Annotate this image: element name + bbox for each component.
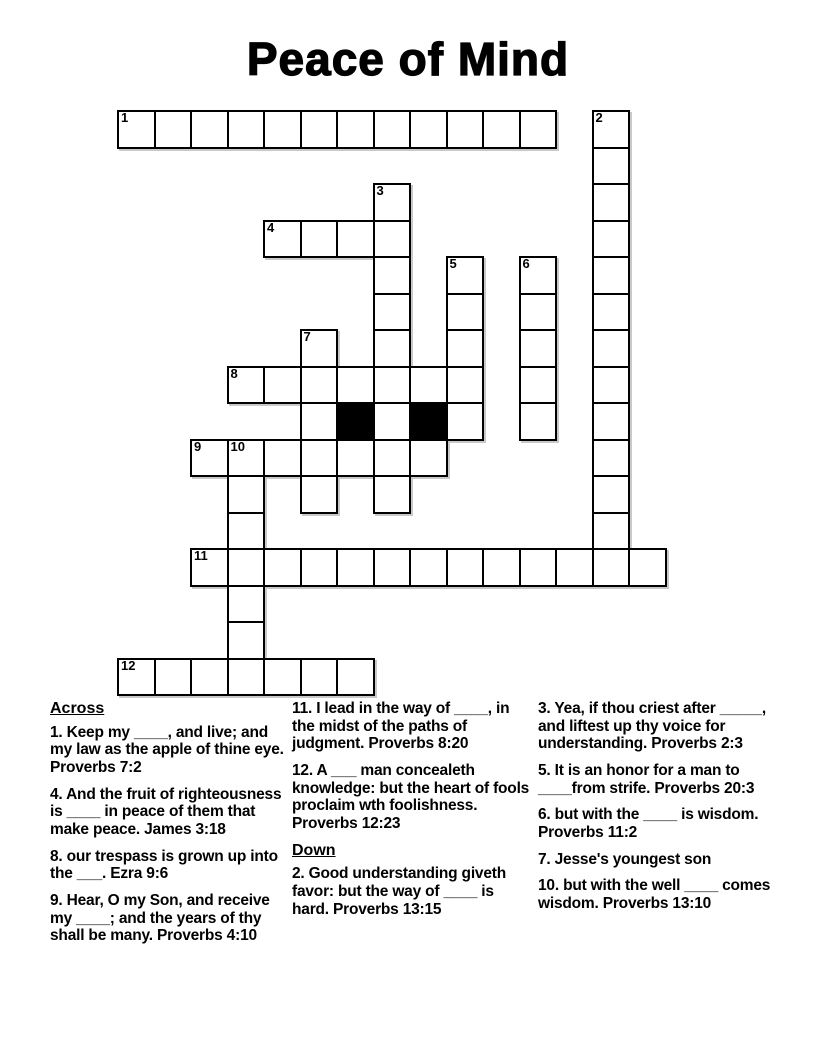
grid-cell[interactable]: [263, 220, 302, 259]
grid-cell[interactable]: [227, 548, 266, 587]
clue-item: 1. Keep my ____, and live; and my law as the apple of thine eye. Proverbs 7:2: [50, 723, 284, 776]
grid-cell[interactable]: [300, 329, 339, 368]
grid-cell[interactable]: [336, 110, 375, 149]
grid-cell[interactable]: [373, 439, 412, 478]
grid-cell[interactable]: [373, 110, 412, 149]
grid-cell[interactable]: [519, 548, 558, 587]
grid-cell[interactable]: [446, 402, 485, 441]
grid-cell[interactable]: [373, 548, 412, 587]
grid-cell[interactable]: [482, 548, 521, 587]
clue-number: 3.: [538, 700, 555, 717]
grid-cell[interactable]: [263, 548, 302, 587]
clue-number: 5.: [538, 761, 555, 779]
clue-number: 8.: [50, 847, 67, 865]
grid-cell[interactable]: [373, 366, 412, 405]
grid-cell[interactable]: [446, 548, 485, 587]
clue-item: 5. It is an honor for a man to ____from strife. Proverbs 20:3: [538, 761, 755, 797]
clue-number: 11.: [292, 700, 317, 717]
grid-cell[interactable]: [592, 256, 631, 295]
clue-number: 6.: [538, 806, 555, 824]
grid-cell[interactable]: [373, 475, 412, 514]
grid-cell[interactable]: [227, 110, 266, 149]
grid-cell[interactable]: [592, 147, 631, 186]
grid-cell[interactable]: [373, 183, 412, 222]
grid-cell[interactable]: [300, 220, 339, 259]
grid-cell[interactable]: [300, 402, 339, 441]
grid-cell-black: [336, 402, 375, 441]
grid-cell[interactable]: [154, 110, 193, 149]
grid-cell[interactable]: [592, 293, 631, 332]
grid-cell[interactable]: [519, 366, 558, 405]
clue-number: 4.: [50, 785, 67, 803]
clue-number: 7.: [538, 850, 555, 868]
puzzle-title: Peace of Mind: [246, 33, 570, 85]
cell-number: 2: [595, 110, 603, 125]
grid-cell[interactable]: [336, 548, 375, 587]
clues-section-header: Down: [292, 841, 336, 859]
grid-cell[interactable]: [373, 329, 412, 368]
grid-cell[interactable]: [263, 110, 302, 149]
grid-cell[interactable]: [227, 658, 266, 697]
cell-number: 7: [303, 329, 311, 344]
grid-cell[interactable]: [227, 475, 266, 514]
grid-cell[interactable]: [336, 366, 375, 405]
cell-number: 10: [230, 438, 245, 454]
grid-cell[interactable]: [409, 110, 448, 149]
grid-cell[interactable]: [409, 439, 448, 478]
grid-cell[interactable]: [592, 548, 631, 587]
grid-cell[interactable]: [409, 548, 448, 587]
clue-item: 2. Good understanding giveth favor: but the way of ____ is hard. Proverbs 13:15: [292, 865, 506, 918]
clue-item: 11. I lead in the way of ____, in the midst of the paths of judgment. Proverbs 8:20: [292, 700, 510, 753]
grid-cell[interactable]: [592, 110, 631, 149]
clue-item: 3. Yea, if thou criest after _____, and liftest up thy voice for understanding. Proverbs 2:3: [538, 700, 766, 753]
grid-cell[interactable]: [227, 512, 266, 551]
clue-item: 12. A ___ man concealeth knowledge: but the heart of fools proclaim wth foolishness. Proverbs 12:23: [292, 761, 530, 832]
grid-cell[interactable]: [446, 366, 485, 405]
grid-cell[interactable]: [592, 402, 631, 441]
clue-item: 6. but with the ____ is wisdom. Proverbs 11:2: [538, 806, 759, 841]
grid-cell[interactable]: [519, 110, 558, 149]
grid-cell[interactable]: [227, 585, 266, 624]
cell-number: 6: [522, 256, 530, 271]
grid-cell[interactable]: [519, 256, 558, 295]
grid-cell[interactable]: [190, 548, 229, 587]
grid-cell[interactable]: [300, 475, 339, 514]
grid-cell[interactable]: [263, 658, 302, 697]
cell-number: 12: [121, 657, 136, 673]
grid-cell[interactable]: [555, 548, 594, 587]
clue-number: 1.: [50, 723, 67, 741]
grid-cell[interactable]: [592, 329, 631, 368]
grid-cell[interactable]: [592, 475, 631, 514]
clue-item: 8. our trespass is grown up into the ___. Ezra 9:6: [50, 847, 278, 883]
clue-item: 7. Jesse's youngest son: [538, 850, 712, 868]
grid-cell[interactable]: [227, 366, 266, 405]
grid-cell[interactable]: [336, 439, 375, 478]
grid-cell[interactable]: [519, 402, 558, 441]
grid-cell[interactable]: [446, 256, 485, 295]
clue-column-2: [292, 700, 534, 927]
grid-cell[interactable]: [154, 658, 193, 697]
cell-number: 4: [267, 219, 275, 235]
clue-number: 10.: [538, 877, 564, 895]
grid-cell[interactable]: [190, 658, 229, 697]
grid-cell[interactable]: [117, 658, 156, 697]
grid-cell[interactable]: [628, 548, 667, 587]
grid-cell[interactable]: [190, 110, 229, 149]
grid-cell[interactable]: [519, 293, 558, 332]
grid-cell[interactable]: [300, 548, 339, 587]
grid-cell[interactable]: [263, 366, 302, 405]
cell-number: 1: [121, 110, 129, 125]
grid-cell[interactable]: [300, 110, 339, 149]
grid-cell[interactable]: [592, 439, 631, 478]
grid-cell[interactable]: [592, 220, 631, 259]
grid-cell[interactable]: [409, 366, 448, 405]
grid-cell[interactable]: [592, 512, 631, 551]
clue-number: 9.: [50, 891, 67, 909]
cell-number: 3: [376, 183, 384, 198]
clue-item: 9. Hear, O my Son, and receive my ____; and the years of thy shall be many. Proverbs 4:10: [50, 891, 270, 945]
grid-cell[interactable]: [482, 110, 521, 149]
cell-number: 8: [230, 365, 238, 381]
grid-cell[interactable]: [592, 183, 631, 222]
clue-item: 10. but with the well ____ comes wisdom. Proverbs 13:10: [538, 877, 771, 912]
grid-cell[interactable]: [300, 658, 339, 697]
grid-cell[interactable]: [373, 293, 412, 332]
grid-cell[interactable]: [592, 366, 631, 405]
grid-cell[interactable]: [446, 293, 485, 332]
clues-section-header: Across: [50, 700, 105, 717]
clue-column-3: [538, 700, 780, 922]
grid-cell[interactable]: [117, 110, 156, 149]
grid-cell[interactable]: [373, 220, 412, 259]
grid-cell[interactable]: [446, 329, 485, 368]
grid-cell[interactable]: [446, 110, 485, 149]
grid-cell[interactable]: [227, 621, 266, 660]
grid-cell[interactable]: [373, 402, 412, 441]
grid-cell[interactable]: [336, 220, 375, 259]
grid-cell[interactable]: [373, 256, 412, 295]
cell-number: 5: [449, 256, 457, 271]
clue-number: 2.: [292, 865, 309, 883]
grid-cell[interactable]: [227, 439, 266, 478]
grid-cell[interactable]: [519, 329, 558, 368]
grid-cell-black: [409, 402, 448, 441]
grid-cell[interactable]: [263, 439, 302, 478]
cell-number: 9: [194, 438, 202, 454]
clue-number: 12.: [292, 761, 317, 779]
cell-number: 11: [194, 548, 208, 563]
grid-cell[interactable]: [300, 439, 339, 478]
grid-cell[interactable]: [336, 658, 375, 697]
clue-item: 4. And the fruit of righteousness is ____ in peace of them that make peace. James 3:18: [50, 785, 282, 838]
grid-cell[interactable]: [190, 439, 229, 478]
clue-column-1: [50, 700, 292, 954]
grid-cell[interactable]: [300, 366, 339, 405]
